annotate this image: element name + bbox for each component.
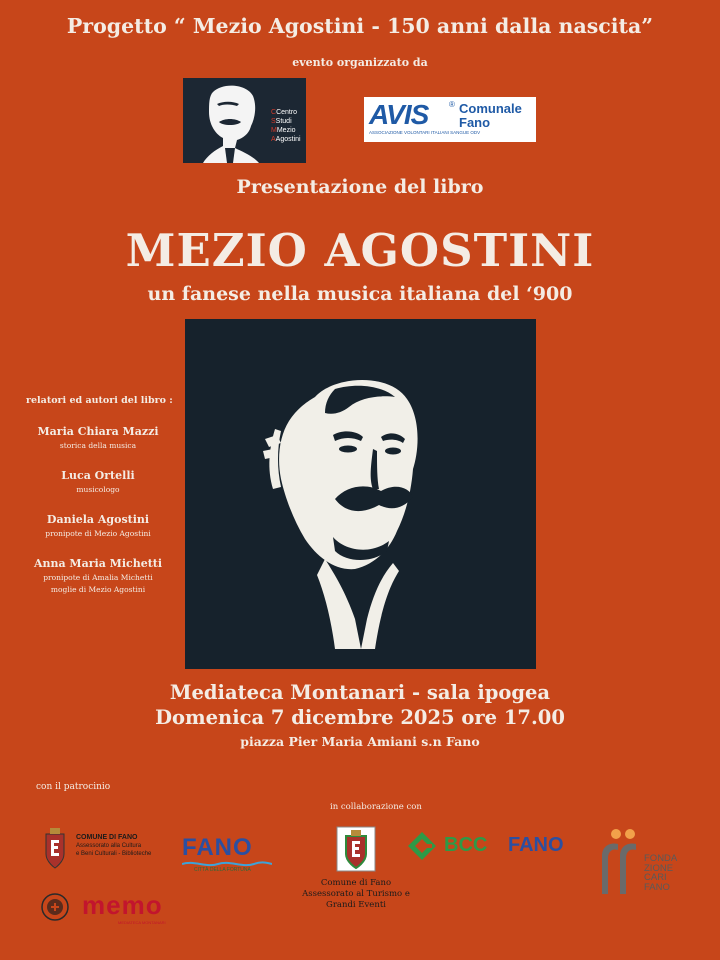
memo-tagline: MEDIATECA MONTANARI (118, 920, 166, 925)
organized-by-label: evento organizzato da (292, 56, 428, 69)
memo-text: memo (82, 890, 163, 920)
speaker-role: pronipote di Mezio Agostini (45, 529, 151, 538)
comune-fano-line1: Assessorato alla Cultura (76, 843, 142, 849)
book-subtitle: un fanese nella musica italiana del ‘900 (147, 283, 573, 305)
patronage-label: con il patrocinio (36, 782, 111, 792)
bcc-mark-icon (406, 830, 438, 862)
book-title: MEZIO AGOSTINI (125, 224, 595, 277)
memo-logo (40, 888, 190, 928)
avis-logo (364, 97, 536, 142)
speaker-role: musicologo (76, 485, 120, 494)
project-title: Progetto “ Mezio Agostini - 150 anni dalla nascita” (66, 14, 654, 38)
fano-city-tagline: CITTÀ DELLA FORTUNA (194, 867, 251, 873)
fano-city-text: FANO (182, 834, 253, 861)
coat-of-arms-icon (40, 826, 70, 870)
venue-text: Mediateca Montanari - sala ipogea (169, 681, 551, 704)
comune-turismo-logo (296, 826, 416, 916)
fondazione-mark-icon (598, 826, 642, 896)
fondazione-text: FONDA ZIONE CARI FANO (644, 853, 678, 893)
coat-of-arms-icon (336, 826, 376, 872)
centro-logo-word-2: SStudi (271, 118, 292, 125)
speaker-name: Daniela Agostini (46, 513, 150, 526)
centro-logo-word-4: AAgostini (271, 136, 301, 143)
city-seal-icon (40, 892, 70, 922)
centro-logo-word-1: CCentro (271, 109, 298, 116)
event-kind: Presentazione del libro (236, 176, 484, 198)
speaker-item (20, 513, 176, 540)
speaker-name: Anna Maria Michetti (33, 557, 163, 570)
speaker-role: storica della musica (59, 441, 137, 450)
bcc-fano-text: FANO (508, 834, 564, 856)
collaboration-label: in collaborazione con (330, 802, 422, 812)
avis-association-text: ASSOCIAZIONE VOLONTARI ITALIANI SANGUE ODV (369, 130, 481, 135)
comune-turismo-text: Comune di Fano Assessorato al Turismo e Grandi Eventi (302, 878, 410, 910)
speaker-item (20, 469, 176, 496)
comune-fano-title: COMUNE DI FANO (76, 834, 138, 841)
fondazione-carifano-logo (598, 826, 708, 898)
avis-brand: AVIS (369, 99, 429, 130)
portrait-silhouette-icon (185, 319, 536, 669)
speaker-role-2: moglie di Mezio Agostini (50, 585, 146, 594)
speaker-name: Luca Ortelli (61, 469, 135, 482)
speakers-label: relatori ed autori del libro : (26, 395, 173, 406)
date-time-text: Domenica 7 dicembre 2025 ore 17.00 (155, 706, 565, 729)
bcc-text: BCC (444, 834, 488, 856)
avis-comunale-fano: Comunale Fano (459, 101, 522, 130)
speaker-item (20, 557, 176, 596)
address-text: piazza Pier Maria Amiani s.n Fano (240, 734, 480, 749)
speaker-name: Maria Chiara Mazzi (37, 425, 159, 438)
centro-studi-logo (183, 78, 306, 163)
speaker-item (20, 425, 176, 452)
centro-logo-word-3: MMezio (271, 127, 296, 134)
comune-fano-line2: e Beni Culturali - Biblioteche (76, 851, 152, 857)
speaker-role: pronipote di Amalia Michetti (43, 573, 153, 582)
comune-fano-logo (40, 824, 175, 874)
bcc-fano-logo (406, 830, 576, 864)
avis-registered-mark: ® (449, 100, 455, 109)
mezio-portrait-image (185, 319, 536, 669)
fano-city-logo (182, 834, 272, 876)
